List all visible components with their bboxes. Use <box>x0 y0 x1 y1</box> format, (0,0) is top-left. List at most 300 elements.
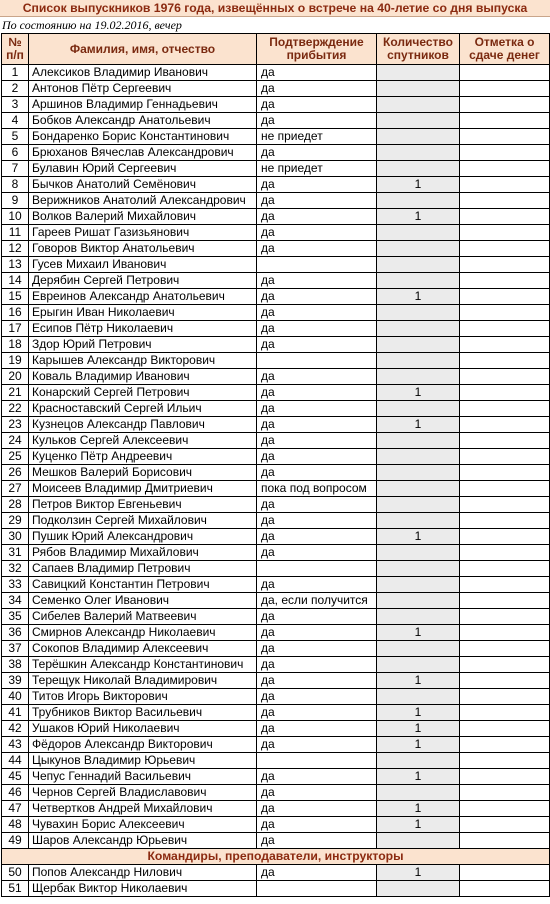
row-name[interactable]: Брюханов Вячеслав Александрович <box>29 145 257 161</box>
row-name[interactable]: Гусев Михаил Иванович <box>29 257 257 273</box>
row-name[interactable]: Сокопов Владимир Алексеевич <box>29 641 257 657</box>
attendees-table <box>1 33 550 897</box>
row-companions[interactable] <box>377 113 460 129</box>
table-row <box>2 481 550 497</box>
row-number[interactable]: 36 <box>2 625 29 641</box>
row-name[interactable]: Петров Виктор Евгеньевич <box>29 497 257 513</box>
row-confirm[interactable]: да <box>257 721 377 737</box>
row-number[interactable]: 25 <box>2 449 29 465</box>
row-confirm[interactable]: пока под вопросом <box>257 481 377 497</box>
row-money[interactable] <box>460 785 550 801</box>
table-row <box>2 257 550 273</box>
row-money[interactable] <box>460 97 550 113</box>
row-name[interactable]: Терёшкин Александр Константинович <box>29 657 257 673</box>
row-companions[interactable] <box>377 609 460 625</box>
row-money[interactable] <box>460 65 550 81</box>
row-money[interactable] <box>460 497 550 513</box>
row-confirm[interactable] <box>257 753 377 769</box>
table-row <box>2 65 550 81</box>
row-number[interactable]: 50 <box>2 865 29 881</box>
row-confirm[interactable]: да <box>257 209 377 225</box>
row-confirm[interactable]: да <box>257 769 377 785</box>
table-body <box>2 65 550 849</box>
row-companions[interactable]: 1 <box>377 705 460 721</box>
row-companions[interactable]: 1 <box>377 625 460 641</box>
row-confirm[interactable]: да <box>257 97 377 113</box>
row-companions[interactable] <box>377 97 460 113</box>
table-row <box>2 161 550 177</box>
section-row <box>2 849 550 865</box>
row-number[interactable]: 9 <box>2 193 29 209</box>
row-number[interactable]: 7 <box>2 161 29 177</box>
table-row <box>2 625 550 641</box>
row-number[interactable]: 3 <box>2 97 29 113</box>
row-confirm[interactable]: да <box>257 449 377 465</box>
row-confirm[interactable]: да <box>257 577 377 593</box>
row-money[interactable] <box>460 657 550 673</box>
row-money[interactable] <box>460 801 550 817</box>
row-number[interactable]: 39 <box>2 673 29 689</box>
row-money[interactable] <box>460 769 550 785</box>
row-number[interactable]: 13 <box>2 257 29 273</box>
row-name[interactable]: Попов Александр Нилович <box>29 865 257 881</box>
row-number[interactable]: 23 <box>2 417 29 433</box>
row-confirm[interactable] <box>257 881 377 897</box>
row-number[interactable]: 45 <box>2 769 29 785</box>
row-companions[interactable] <box>377 561 460 577</box>
header-name[interactable]: Фамилия, имя, отчество <box>29 34 257 65</box>
row-money[interactable] <box>460 129 550 145</box>
row-money[interactable] <box>460 337 550 353</box>
row-name[interactable]: Говоров Виктор Анатольевич <box>29 241 257 257</box>
row-confirm[interactable]: да <box>257 225 377 241</box>
table-row <box>2 769 550 785</box>
row-number[interactable]: 18 <box>2 337 29 353</box>
table-row <box>2 353 550 369</box>
row-name[interactable]: Бычков Анатолий Семёнович <box>29 177 257 193</box>
row-confirm[interactable]: да <box>257 321 377 337</box>
table-row <box>2 369 550 385</box>
row-companions[interactable] <box>377 129 460 145</box>
row-money[interactable] <box>460 465 550 481</box>
row-name[interactable]: Коваль Владимир Иванович <box>29 369 257 385</box>
row-confirm[interactable]: да <box>257 81 377 97</box>
row-number[interactable]: 10 <box>2 209 29 225</box>
row-money[interactable] <box>460 161 550 177</box>
row-confirm[interactable]: да <box>257 417 377 433</box>
row-number[interactable]: 11 <box>2 225 29 241</box>
row-companions[interactable] <box>377 145 460 161</box>
row-number[interactable]: 33 <box>2 577 29 593</box>
row-confirm[interactable]: да <box>257 545 377 561</box>
row-companions[interactable] <box>377 65 460 81</box>
table-row <box>2 865 550 881</box>
table-row <box>2 593 550 609</box>
row-confirm[interactable]: не приедет <box>257 129 377 145</box>
row-money[interactable] <box>460 689 550 705</box>
row-confirm[interactable]: да <box>257 385 377 401</box>
row-name[interactable]: Чернов Сергей Владиславович <box>29 785 257 801</box>
row-name[interactable]: Щербак Виктор Николаевич <box>29 881 257 897</box>
table-row <box>2 129 550 145</box>
table-row <box>2 689 550 705</box>
row-name[interactable]: Шаров Александр Юрьевич <box>29 833 257 849</box>
row-number[interactable]: 38 <box>2 657 29 673</box>
row-number[interactable]: 8 <box>2 177 29 193</box>
row-number[interactable]: 2 <box>2 81 29 97</box>
row-money[interactable] <box>460 145 550 161</box>
row-number[interactable]: 35 <box>2 609 29 625</box>
row-number[interactable]: 17 <box>2 321 29 337</box>
row-confirm[interactable]: да <box>257 497 377 513</box>
row-name[interactable]: Бобков Александр Анатольевич <box>29 113 257 129</box>
row-confirm[interactable]: да <box>257 641 377 657</box>
row-name[interactable]: Кульков Сергей Алексеевич <box>29 433 257 449</box>
row-companions[interactable] <box>377 657 460 673</box>
row-money[interactable] <box>460 673 550 689</box>
row-confirm[interactable] <box>257 561 377 577</box>
row-companions[interactable]: 1 <box>377 177 460 193</box>
row-confirm[interactable]: да <box>257 177 377 193</box>
row-confirm[interactable]: да <box>257 785 377 801</box>
row-name[interactable]: Конарский Сергей Петрович <box>29 385 257 401</box>
row-number[interactable]: 20 <box>2 369 29 385</box>
row-companions[interactable] <box>377 449 460 465</box>
row-companions[interactable] <box>377 481 460 497</box>
row-companions[interactable] <box>377 753 460 769</box>
row-companions[interactable] <box>377 689 460 705</box>
row-confirm[interactable]: да <box>257 833 377 849</box>
row-name[interactable]: Здор Юрий Петрович <box>29 337 257 353</box>
row-number[interactable]: 47 <box>2 801 29 817</box>
row-number[interactable]: 49 <box>2 833 29 849</box>
row-money[interactable] <box>460 81 550 97</box>
row-name[interactable]: Сапаев Владимир Петрович <box>29 561 257 577</box>
section-title[interactable]: Командиры, преподаватели, инструкторы <box>2 849 550 865</box>
row-money[interactable] <box>460 273 550 289</box>
row-confirm[interactable] <box>257 353 377 369</box>
table-row <box>2 785 550 801</box>
row-name[interactable]: Бондаренко Борис Константинович <box>29 129 257 145</box>
row-number[interactable]: 34 <box>2 593 29 609</box>
row-number[interactable]: 51 <box>2 881 29 897</box>
row-confirm[interactable]: да <box>257 273 377 289</box>
row-money[interactable] <box>460 593 550 609</box>
row-companions[interactable] <box>377 273 460 289</box>
table-row <box>2 337 550 353</box>
row-number[interactable]: 43 <box>2 737 29 753</box>
row-money[interactable] <box>460 401 550 417</box>
row-number[interactable]: 1 <box>2 65 29 81</box>
table-row <box>2 209 550 225</box>
row-companions[interactable]: 1 <box>377 385 460 401</box>
table-row <box>2 561 550 577</box>
row-number[interactable]: 6 <box>2 145 29 161</box>
table-row <box>2 705 550 721</box>
row-companions[interactable] <box>377 369 460 385</box>
row-companions[interactable] <box>377 193 460 209</box>
row-money[interactable] <box>460 353 550 369</box>
table-row <box>2 113 550 129</box>
row-confirm[interactable]: да <box>257 433 377 449</box>
row-confirm[interactable]: да <box>257 401 377 417</box>
row-name[interactable]: Евреинов Александр Анатольевич <box>29 289 257 305</box>
row-money[interactable] <box>460 449 550 465</box>
row-name[interactable]: Пушик Юрий Александрович <box>29 529 257 545</box>
row-name[interactable]: Рябов Владимир Михайлович <box>29 545 257 561</box>
table-row <box>2 817 550 833</box>
row-number[interactable]: 14 <box>2 273 29 289</box>
row-companions[interactable] <box>377 785 460 801</box>
row-name[interactable]: Куценко Пётр Андреевич <box>29 449 257 465</box>
row-money[interactable] <box>460 385 550 401</box>
table-row <box>2 97 550 113</box>
row-money[interactable] <box>460 433 550 449</box>
row-confirm[interactable]: да <box>257 241 377 257</box>
row-number[interactable]: 16 <box>2 305 29 321</box>
table-row <box>2 305 550 321</box>
row-money[interactable] <box>460 881 550 897</box>
row-confirm[interactable]: да <box>257 865 377 881</box>
row-name[interactable]: Антонов Пётр Сергеевич <box>29 81 257 97</box>
row-money[interactable] <box>460 321 550 337</box>
row-companions[interactable] <box>377 241 460 257</box>
row-confirm[interactable]: да <box>257 65 377 81</box>
row-companions[interactable] <box>377 433 460 449</box>
table-row <box>2 833 550 849</box>
table-row <box>2 513 550 529</box>
row-number[interactable]: 42 <box>2 721 29 737</box>
row-companions[interactable] <box>377 161 460 177</box>
row-name[interactable]: Аршинов Владимир Геннадьевич <box>29 97 257 113</box>
header-money[interactable]: Отметка о сдаче денег <box>460 34 550 65</box>
row-confirm[interactable]: да <box>257 609 377 625</box>
table-row <box>2 737 550 753</box>
row-companions[interactable]: 1 <box>377 817 460 833</box>
row-companions[interactable] <box>377 305 460 321</box>
row-money[interactable] <box>460 113 550 129</box>
row-money[interactable] <box>460 177 550 193</box>
row-number[interactable]: 46 <box>2 785 29 801</box>
row-money[interactable] <box>460 209 550 225</box>
row-companions[interactable]: 1 <box>377 721 460 737</box>
row-name[interactable]: Четвертков Андрей Михайлович <box>29 801 257 817</box>
row-companions[interactable] <box>377 497 460 513</box>
row-name[interactable]: Титов Игорь Викторович <box>29 689 257 705</box>
row-money[interactable] <box>460 193 550 209</box>
row-number[interactable]: 28 <box>2 497 29 513</box>
row-companions[interactable] <box>377 881 460 897</box>
row-name[interactable]: Чувахин Борис Алексеевич <box>29 817 257 833</box>
row-money[interactable] <box>460 545 550 561</box>
row-companions[interactable] <box>377 321 460 337</box>
row-number[interactable]: 12 <box>2 241 29 257</box>
row-companions[interactable]: 1 <box>377 737 460 753</box>
row-name[interactable]: Цыкунов Владимир Юрьевич <box>29 753 257 769</box>
row-name[interactable]: Семенко Олег Иванович <box>29 593 257 609</box>
row-confirm[interactable]: да <box>257 705 377 721</box>
row-money[interactable] <box>460 513 550 529</box>
row-name[interactable]: Красноставский Сергей Ильич <box>29 401 257 417</box>
row-number[interactable]: 44 <box>2 753 29 769</box>
row-money[interactable] <box>460 753 550 769</box>
row-number[interactable]: 19 <box>2 353 29 369</box>
row-companions[interactable]: 1 <box>377 209 460 225</box>
table-row <box>2 449 550 465</box>
row-companions[interactable] <box>377 641 460 657</box>
row-money[interactable] <box>460 529 550 545</box>
row-companions[interactable] <box>377 513 460 529</box>
row-name[interactable]: Булавин Юрий Сергеевич <box>29 161 257 177</box>
table-row <box>2 417 550 433</box>
row-money[interactable] <box>460 721 550 737</box>
row-companions[interactable]: 1 <box>377 865 460 881</box>
row-companions[interactable] <box>377 225 460 241</box>
row-name[interactable]: Фёдоров Александр Викторович <box>29 737 257 753</box>
row-name[interactable]: Волков Валерий Михайлович <box>29 209 257 225</box>
table-row <box>2 881 550 897</box>
header-num[interactable]: № п/п <box>2 34 29 65</box>
row-number[interactable]: 41 <box>2 705 29 721</box>
row-number[interactable]: 40 <box>2 689 29 705</box>
row-number[interactable]: 26 <box>2 465 29 481</box>
row-money[interactable] <box>460 257 550 273</box>
row-money[interactable] <box>460 641 550 657</box>
row-name[interactable]: Ерыгин Иван Николаевич <box>29 305 257 321</box>
row-confirm[interactable]: да <box>257 529 377 545</box>
row-companions[interactable]: 1 <box>377 801 460 817</box>
row-money[interactable] <box>460 561 550 577</box>
row-number[interactable]: 32 <box>2 561 29 577</box>
row-confirm[interactable]: да <box>257 337 377 353</box>
table-row <box>2 225 550 241</box>
row-number[interactable]: 15 <box>2 289 29 305</box>
row-name[interactable]: Дерябин Сергей Петрович <box>29 273 257 289</box>
row-number[interactable]: 48 <box>2 817 29 833</box>
row-number[interactable]: 24 <box>2 433 29 449</box>
row-confirm[interactable]: да <box>257 689 377 705</box>
row-money[interactable] <box>460 241 550 257</box>
row-money[interactable] <box>460 625 550 641</box>
row-confirm[interactable]: да <box>257 513 377 529</box>
row-name[interactable]: Савицкий Константин Петрович <box>29 577 257 593</box>
table-row <box>2 433 550 449</box>
table-row <box>2 273 550 289</box>
sheet-title: Список выпускников 1976 года, извещённых о встрече на 40-летие со дня выпуска <box>0 0 550 17</box>
row-name[interactable]: Алексиков Владимир Иванович <box>29 65 257 81</box>
row-confirm[interactable]: да <box>257 113 377 129</box>
row-money[interactable] <box>460 705 550 721</box>
row-confirm[interactable] <box>257 257 377 273</box>
row-money[interactable] <box>460 737 550 753</box>
table-row <box>2 801 550 817</box>
row-number[interactable]: 27 <box>2 481 29 497</box>
header-confirm[interactable]: Подтверждение прибытия <box>257 34 377 65</box>
row-companions[interactable] <box>377 257 460 273</box>
row-confirm[interactable]: да <box>257 625 377 641</box>
row-money[interactable] <box>460 577 550 593</box>
row-confirm[interactable]: да <box>257 145 377 161</box>
row-confirm[interactable]: не приедет <box>257 161 377 177</box>
row-confirm[interactable]: да <box>257 465 377 481</box>
row-money[interactable] <box>460 369 550 385</box>
row-money[interactable] <box>460 289 550 305</box>
row-confirm[interactable]: да <box>257 737 377 753</box>
row-companions[interactable] <box>377 337 460 353</box>
row-confirm[interactable]: да, если получится <box>257 593 377 609</box>
row-name[interactable]: Сибелев Валерий Матвеевич <box>29 609 257 625</box>
row-name[interactable]: Кузнецов Александр Павлович <box>29 417 257 433</box>
row-number[interactable]: 30 <box>2 529 29 545</box>
row-confirm[interactable]: да <box>257 817 377 833</box>
row-number[interactable]: 37 <box>2 641 29 657</box>
row-confirm[interactable]: да <box>257 289 377 305</box>
row-name[interactable]: Чепус Геннадий Васильевич <box>29 769 257 785</box>
row-confirm[interactable]: да <box>257 657 377 673</box>
row-money[interactable] <box>460 481 550 497</box>
table-row <box>2 497 550 513</box>
row-money[interactable] <box>460 865 550 881</box>
row-confirm[interactable]: да <box>257 801 377 817</box>
row-companions[interactable]: 1 <box>377 417 460 433</box>
row-companions[interactable] <box>377 833 460 849</box>
row-companions[interactable]: 1 <box>377 529 460 545</box>
row-number[interactable]: 29 <box>2 513 29 529</box>
row-companions[interactable]: 1 <box>377 673 460 689</box>
row-money[interactable] <box>460 305 550 321</box>
row-name[interactable]: Моисеев Владимир Дмитриевич <box>29 481 257 497</box>
row-confirm[interactable]: да <box>257 305 377 321</box>
row-name[interactable]: Смирнов Александр Николаевич <box>29 625 257 641</box>
row-companions[interactable] <box>377 593 460 609</box>
row-money[interactable] <box>460 417 550 433</box>
row-confirm[interactable]: да <box>257 673 377 689</box>
row-name[interactable]: Гареев Ришат Газизьянович <box>29 225 257 241</box>
row-name[interactable]: Терещук Николай Владимирович <box>29 673 257 689</box>
row-companions[interactable] <box>377 353 460 369</box>
row-number[interactable]: 22 <box>2 401 29 417</box>
row-name[interactable]: Ушаков Юрий Николаевич <box>29 721 257 737</box>
row-name[interactable]: Верижников Анатолий Александрович <box>29 193 257 209</box>
table-row <box>2 401 550 417</box>
row-companions[interactable] <box>377 401 460 417</box>
row-confirm[interactable]: да <box>257 193 377 209</box>
row-companions[interactable]: 1 <box>377 289 460 305</box>
row-name[interactable]: Есипов Пётр Николаевич <box>29 321 257 337</box>
row-number[interactable]: 4 <box>2 113 29 129</box>
table-row <box>2 145 550 161</box>
row-confirm[interactable]: да <box>257 369 377 385</box>
row-companions[interactable] <box>377 465 460 481</box>
row-number[interactable]: 5 <box>2 129 29 145</box>
row-name[interactable]: Мешков Валерий Борисович <box>29 465 257 481</box>
row-name[interactable]: Подколзин Сергей Михайлович <box>29 513 257 529</box>
row-money[interactable] <box>460 833 550 849</box>
row-number[interactable]: 31 <box>2 545 29 561</box>
row-name[interactable]: Карышев Александр Викторович <box>29 353 257 369</box>
row-money[interactable] <box>460 609 550 625</box>
row-number[interactable]: 21 <box>2 385 29 401</box>
row-companions[interactable] <box>377 577 460 593</box>
row-name[interactable]: Трубников Виктор Васильевич <box>29 705 257 721</box>
row-companions[interactable]: 1 <box>377 769 460 785</box>
row-companions[interactable] <box>377 545 460 561</box>
header-companions[interactable]: Количество спутников <box>377 34 460 65</box>
row-money[interactable] <box>460 817 550 833</box>
row-money[interactable] <box>460 225 550 241</box>
row-companions[interactable] <box>377 81 460 97</box>
table-row <box>2 465 550 481</box>
